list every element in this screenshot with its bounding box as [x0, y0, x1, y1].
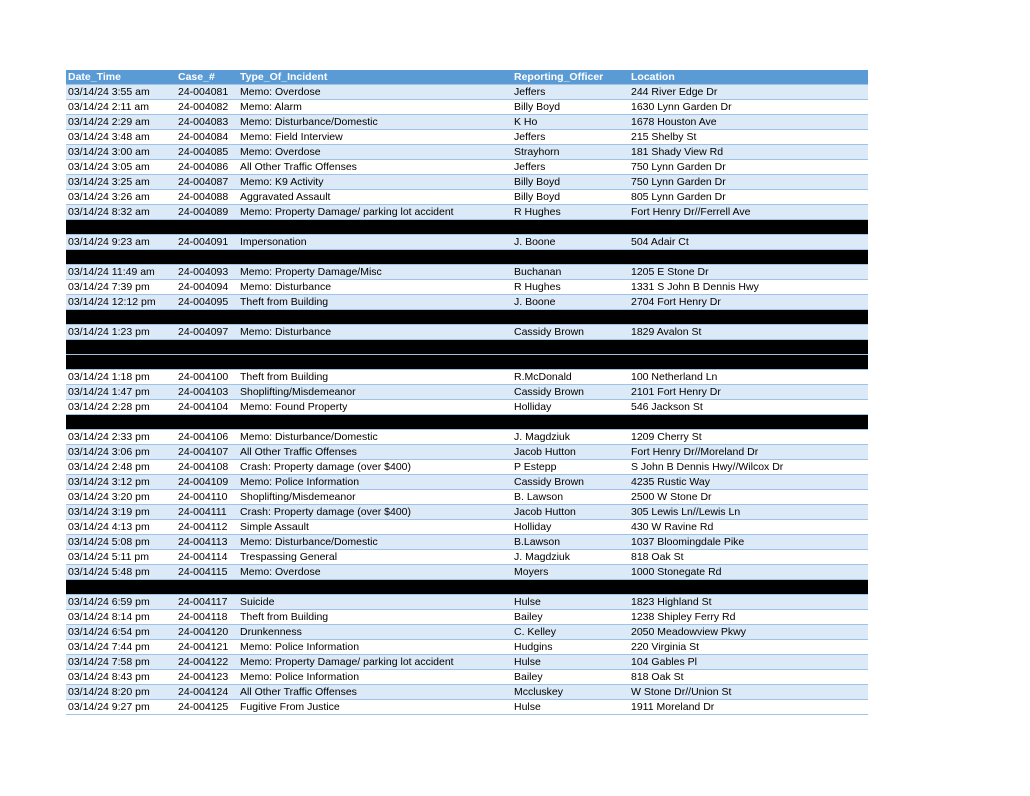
cell-type-of-incident: Fugitive From Justice	[238, 700, 512, 715]
cell-location: 215 Shelby St	[629, 130, 868, 145]
cell-reporting-officer: Billy Boyd	[512, 175, 629, 190]
cell-location: 1037 Bloomingdale Pike	[629, 535, 868, 550]
redacted-cell	[238, 415, 512, 430]
table-row	[66, 475, 868, 490]
cell-reporting-officer: Mccluskey	[512, 685, 629, 700]
table-body	[66, 85, 868, 715]
redacted-cell	[629, 340, 868, 355]
header-reporting-officer: Reporting_Officer	[512, 70, 629, 85]
cell-location: 504 Adair Ct	[629, 235, 868, 250]
cell-type-of-incident: Memo: Police Information	[238, 475, 512, 490]
cell-case-number: 24-004091	[176, 235, 238, 250]
cell-case-number: 24-004087	[176, 175, 238, 190]
redacted-cell	[66, 310, 176, 325]
cell-date-time: 03/14/24 8:32 am	[66, 205, 176, 220]
cell-reporting-officer: Buchanan	[512, 265, 629, 280]
cell-date-time: 03/14/24 3:26 am	[66, 190, 176, 205]
cell-case-number: 24-004109	[176, 475, 238, 490]
cell-type-of-incident: Impersonation	[238, 235, 512, 250]
redacted-row	[66, 355, 868, 370]
cell-date-time: 03/14/24 6:59 pm	[66, 595, 176, 610]
table-row	[66, 160, 868, 175]
cell-case-number: 24-004104	[176, 400, 238, 415]
cell-date-time: 03/14/24 12:12 pm	[66, 295, 176, 310]
cell-date-time: 03/14/24 1:47 pm	[66, 385, 176, 400]
table-row	[66, 535, 868, 550]
cell-case-number: 24-004125	[176, 700, 238, 715]
cell-type-of-incident: Memo: Overdose	[238, 145, 512, 160]
cell-date-time: 03/14/24 8:43 pm	[66, 670, 176, 685]
cell-type-of-incident: Memo: Overdose	[238, 565, 512, 580]
cell-date-time: 03/14/24 9:27 pm	[66, 700, 176, 715]
table-row	[66, 370, 868, 385]
table-row	[66, 550, 868, 565]
cell-reporting-officer: Cassidy Brown	[512, 325, 629, 340]
cell-date-time: 03/14/24 2:28 pm	[66, 400, 176, 415]
table-row	[66, 445, 868, 460]
cell-reporting-officer: Hulse	[512, 595, 629, 610]
redacted-row	[66, 340, 868, 355]
table-row	[66, 505, 868, 520]
table-row	[66, 205, 868, 220]
cell-location: 1823 Highland St	[629, 595, 868, 610]
cell-case-number: 24-004107	[176, 445, 238, 460]
table-row	[66, 400, 868, 415]
table-row	[66, 625, 868, 640]
cell-case-number: 24-004111	[176, 505, 238, 520]
cell-case-number: 24-004121	[176, 640, 238, 655]
cell-date-time: 03/14/24 4:13 pm	[66, 520, 176, 535]
cell-date-time: 03/14/24 3:05 am	[66, 160, 176, 175]
cell-case-number: 24-004094	[176, 280, 238, 295]
cell-date-time: 03/14/24 8:20 pm	[66, 685, 176, 700]
table-row	[66, 235, 868, 250]
cell-date-time: 03/14/24 5:48 pm	[66, 565, 176, 580]
cell-date-time: 03/14/24 3:55 am	[66, 85, 176, 100]
cell-reporting-officer: Hudgins	[512, 640, 629, 655]
cell-type-of-incident: Memo: Property Damage/ parking lot accident	[238, 205, 512, 220]
cell-type-of-incident: Memo: K9 Activity	[238, 175, 512, 190]
cell-case-number: 24-004093	[176, 265, 238, 280]
cell-case-number: 24-004083	[176, 115, 238, 130]
cell-case-number: 24-004117	[176, 595, 238, 610]
cell-date-time: 03/14/24 9:23 am	[66, 235, 176, 250]
cell-type-of-incident: Memo: Disturbance	[238, 280, 512, 295]
cell-location: 1209 Cherry St	[629, 430, 868, 445]
cell-location: 305 Lewis Ln//Lewis Ln	[629, 505, 868, 520]
redacted-cell	[629, 250, 868, 265]
cell-case-number: 24-004122	[176, 655, 238, 670]
cell-reporting-officer: Bailey	[512, 610, 629, 625]
cell-reporting-officer: B.Lawson	[512, 535, 629, 550]
redacted-cell	[66, 340, 176, 355]
cell-type-of-incident: Drunkenness	[238, 625, 512, 640]
cell-reporting-officer: R Hughes	[512, 205, 629, 220]
cell-date-time: 03/14/24 2:11 am	[66, 100, 176, 115]
cell-type-of-incident: Trespassing General	[238, 550, 512, 565]
cell-reporting-officer: Strayhorn	[512, 145, 629, 160]
redacted-cell	[512, 220, 629, 235]
redacted-row	[66, 310, 868, 325]
header-date-time: Date_Time	[66, 70, 176, 85]
cell-reporting-officer: C. Kelley	[512, 625, 629, 640]
cell-type-of-incident: Crash: Property damage (over $400)	[238, 505, 512, 520]
table-row	[66, 130, 868, 145]
redacted-cell	[512, 580, 629, 595]
redacted-cell	[176, 415, 238, 430]
cell-location: 1678 Houston Ave	[629, 115, 868, 130]
cell-date-time: 03/14/24 7:39 pm	[66, 280, 176, 295]
cell-case-number: 24-004081	[176, 85, 238, 100]
redacted-cell	[176, 250, 238, 265]
table-row	[66, 460, 868, 475]
cell-reporting-officer: Jeffers	[512, 130, 629, 145]
cell-date-time: 03/14/24 2:33 pm	[66, 430, 176, 445]
cell-date-time: 03/14/24 3:00 am	[66, 145, 176, 160]
cell-date-time: 03/14/24 3:25 am	[66, 175, 176, 190]
table-row	[66, 295, 868, 310]
cell-location: Fort Henry Dr//Moreland Dr	[629, 445, 868, 460]
cell-type-of-incident: Memo: Property Damage/Misc	[238, 265, 512, 280]
cell-date-time: 03/14/24 7:44 pm	[66, 640, 176, 655]
table-row	[66, 700, 868, 715]
header-type-of-incident: Type_Of_Incident	[238, 70, 512, 85]
cell-date-time: 03/14/24 11:49 am	[66, 265, 176, 280]
table-row	[66, 325, 868, 340]
cell-type-of-incident: Shoplifting/Misdemeanor	[238, 385, 512, 400]
cell-type-of-incident: Memo: Police Information	[238, 670, 512, 685]
cell-reporting-officer: Jeffers	[512, 160, 629, 175]
cell-case-number: 24-004110	[176, 490, 238, 505]
cell-type-of-incident: Crash: Property damage (over $400)	[238, 460, 512, 475]
table-row	[66, 100, 868, 115]
redacted-cell	[238, 355, 512, 370]
cell-location: 104 Gables Pl	[629, 655, 868, 670]
header-row	[66, 70, 868, 85]
redacted-cell	[629, 310, 868, 325]
redacted-cell	[629, 355, 868, 370]
cell-reporting-officer: Hulse	[512, 655, 629, 670]
incident-table	[66, 70, 868, 715]
redacted-cell	[512, 340, 629, 355]
cell-location: 181 Shady View Rd	[629, 145, 868, 160]
cell-location: 818 Oak St	[629, 670, 868, 685]
cell-date-time: 03/14/24 6:54 pm	[66, 625, 176, 640]
table-row	[66, 595, 868, 610]
cell-date-time: 03/14/24 3:12 pm	[66, 475, 176, 490]
redacted-cell	[66, 220, 176, 235]
cell-reporting-officer: Hulse	[512, 700, 629, 715]
cell-type-of-incident: All Other Traffic Offenses	[238, 685, 512, 700]
cell-reporting-officer: Jacob Hutton	[512, 445, 629, 460]
redacted-row	[66, 220, 868, 235]
cell-type-of-incident: Shoplifting/Misdemeanor	[238, 490, 512, 505]
cell-case-number: 24-004108	[176, 460, 238, 475]
cell-type-of-incident: Theft from Building	[238, 295, 512, 310]
cell-reporting-officer: J. Boone	[512, 295, 629, 310]
cell-location: 1238 Shipley Ferry Rd	[629, 610, 868, 625]
redacted-cell	[512, 415, 629, 430]
cell-type-of-incident: Memo: Property Damage/ parking lot accident	[238, 655, 512, 670]
redacted-cell	[629, 415, 868, 430]
table-row	[66, 685, 868, 700]
cell-type-of-incident: Theft from Building	[238, 610, 512, 625]
cell-case-number: 24-004124	[176, 685, 238, 700]
cell-case-number: 24-004106	[176, 430, 238, 445]
redacted-cell	[66, 580, 176, 595]
cell-date-time: 03/14/24 3:48 am	[66, 130, 176, 145]
redacted-cell	[629, 220, 868, 235]
cell-location: 2704 Fort Henry Dr	[629, 295, 868, 310]
cell-date-time: 03/14/24 2:48 pm	[66, 460, 176, 475]
table-row	[66, 385, 868, 400]
cell-location: 1911 Moreland Dr	[629, 700, 868, 715]
cell-type-of-incident: Memo: Disturbance	[238, 325, 512, 340]
redacted-row	[66, 580, 868, 595]
cell-case-number: 24-004097	[176, 325, 238, 340]
cell-reporting-officer: B. Lawson	[512, 490, 629, 505]
cell-date-time: 03/14/24 3:06 pm	[66, 445, 176, 460]
redacted-cell	[512, 250, 629, 265]
cell-reporting-officer: Holliday	[512, 520, 629, 535]
cell-type-of-incident: Memo: Alarm	[238, 100, 512, 115]
cell-location: Fort Henry Dr//Ferrell Ave	[629, 205, 868, 220]
cell-date-time: 03/14/24 3:19 pm	[66, 505, 176, 520]
cell-reporting-officer: J. Magdziuk	[512, 430, 629, 445]
incident-log-sheet	[66, 70, 868, 715]
cell-case-number: 24-004086	[176, 160, 238, 175]
cell-reporting-officer: Billy Boyd	[512, 100, 629, 115]
redacted-cell	[176, 310, 238, 325]
cell-type-of-incident: Aggravated Assault	[238, 190, 512, 205]
cell-location: 2050 Meadowview Pkwy	[629, 625, 868, 640]
redacted-cell	[66, 415, 176, 430]
redacted-cell	[66, 250, 176, 265]
cell-reporting-officer: R Hughes	[512, 280, 629, 295]
cell-date-time: 03/14/24 8:14 pm	[66, 610, 176, 625]
redacted-cell	[176, 340, 238, 355]
table-row	[66, 640, 868, 655]
cell-type-of-incident: Memo: Police Information	[238, 640, 512, 655]
cell-date-time: 03/14/24 3:20 pm	[66, 490, 176, 505]
cell-type-of-incident: Suicide	[238, 595, 512, 610]
redacted-row	[66, 250, 868, 265]
cell-location: 4235 Rustic Way	[629, 475, 868, 490]
table-row	[66, 565, 868, 580]
cell-date-time: 03/14/24 5:08 pm	[66, 535, 176, 550]
cell-type-of-incident: Memo: Field Interview	[238, 130, 512, 145]
cell-case-number: 24-004123	[176, 670, 238, 685]
cell-location: 244 River Edge Dr	[629, 85, 868, 100]
cell-case-number: 24-004089	[176, 205, 238, 220]
cell-reporting-officer: Billy Boyd	[512, 190, 629, 205]
cell-reporting-officer: Bailey	[512, 670, 629, 685]
header-case-number: Case_#	[176, 70, 238, 85]
cell-location: S John B Dennis Hwy//Wilcox Dr	[629, 460, 868, 475]
cell-reporting-officer: R.McDonald	[512, 370, 629, 385]
cell-location: 1331 S John B Dennis Hwy	[629, 280, 868, 295]
cell-location: 750 Lynn Garden Dr	[629, 160, 868, 175]
redacted-cell	[238, 340, 512, 355]
cell-location: 100 Netherland Ln	[629, 370, 868, 385]
cell-location: 430 W Ravine Rd	[629, 520, 868, 535]
table-row	[66, 655, 868, 670]
table-row	[66, 610, 868, 625]
cell-type-of-incident: Memo: Disturbance/Domestic	[238, 535, 512, 550]
cell-case-number: 24-004103	[176, 385, 238, 400]
redacted-cell	[176, 220, 238, 235]
cell-reporting-officer: J. Boone	[512, 235, 629, 250]
cell-type-of-incident: Simple Assault	[238, 520, 512, 535]
redacted-cell	[512, 310, 629, 325]
table-row	[66, 280, 868, 295]
redacted-cell	[238, 250, 512, 265]
cell-date-time: 03/14/24 5:11 pm	[66, 550, 176, 565]
cell-case-number: 24-004115	[176, 565, 238, 580]
cell-location: 1630 Lynn Garden Dr	[629, 100, 868, 115]
cell-reporting-officer: Moyers	[512, 565, 629, 580]
cell-location: 546 Jackson St	[629, 400, 868, 415]
cell-case-number: 24-004118	[176, 610, 238, 625]
cell-case-number: 24-004113	[176, 535, 238, 550]
redacted-cell	[66, 355, 176, 370]
cell-date-time: 03/14/24 1:18 pm	[66, 370, 176, 385]
cell-date-time: 03/14/24 1:23 pm	[66, 325, 176, 340]
cell-case-number: 24-004112	[176, 520, 238, 535]
cell-case-number: 24-004088	[176, 190, 238, 205]
cell-location: 1205 E Stone Dr	[629, 265, 868, 280]
cell-location: 1829 Avalon St	[629, 325, 868, 340]
cell-location: 220 Virginia St	[629, 640, 868, 655]
cell-reporting-officer: K Ho	[512, 115, 629, 130]
table-row	[66, 265, 868, 280]
cell-reporting-officer: Holliday	[512, 400, 629, 415]
header-location: Location	[629, 70, 868, 85]
redacted-cell	[238, 310, 512, 325]
cell-date-time: 03/14/24 7:58 pm	[66, 655, 176, 670]
cell-reporting-officer: P Estepp	[512, 460, 629, 475]
table-row	[66, 175, 868, 190]
cell-case-number: 24-004084	[176, 130, 238, 145]
cell-case-number: 24-004095	[176, 295, 238, 310]
cell-reporting-officer: Jeffers	[512, 85, 629, 100]
cell-location: 750 Lynn Garden Dr	[629, 175, 868, 190]
redacted-cell	[176, 355, 238, 370]
cell-reporting-officer: Cassidy Brown	[512, 385, 629, 400]
cell-location: 805 Lynn Garden Dr	[629, 190, 868, 205]
cell-case-number: 24-004085	[176, 145, 238, 160]
redacted-cell	[238, 580, 512, 595]
cell-type-of-incident: Theft from Building	[238, 370, 512, 385]
table-row	[66, 115, 868, 130]
redacted-cell	[512, 355, 629, 370]
table-row	[66, 85, 868, 100]
table-row	[66, 430, 868, 445]
cell-reporting-officer: Jacob Hutton	[512, 505, 629, 520]
cell-location: W Stone Dr//Union St	[629, 685, 868, 700]
table-row	[66, 490, 868, 505]
redacted-row	[66, 415, 868, 430]
redacted-cell	[629, 580, 868, 595]
cell-location: 2101 Fort Henry Dr	[629, 385, 868, 400]
cell-type-of-incident: All Other Traffic Offenses	[238, 160, 512, 175]
table-row	[66, 145, 868, 160]
table-row	[66, 190, 868, 205]
redacted-cell	[176, 580, 238, 595]
cell-type-of-incident: All Other Traffic Offenses	[238, 445, 512, 460]
cell-reporting-officer: J. Magdziuk	[512, 550, 629, 565]
table-row	[66, 520, 868, 535]
cell-type-of-incident: Memo: Disturbance/Domestic	[238, 115, 512, 130]
cell-case-number: 24-004082	[176, 100, 238, 115]
cell-type-of-incident: Memo: Disturbance/Domestic	[238, 430, 512, 445]
cell-case-number: 24-004114	[176, 550, 238, 565]
table-row	[66, 670, 868, 685]
cell-location: 1000 Stonegate Rd	[629, 565, 868, 580]
cell-case-number: 24-004120	[176, 625, 238, 640]
cell-location: 2500 W Stone Dr	[629, 490, 868, 505]
cell-type-of-incident: Memo: Overdose	[238, 85, 512, 100]
cell-reporting-officer: Cassidy Brown	[512, 475, 629, 490]
cell-case-number: 24-004100	[176, 370, 238, 385]
cell-location: 818 Oak St	[629, 550, 868, 565]
cell-type-of-incident: Memo: Found Property	[238, 400, 512, 415]
cell-date-time: 03/14/24 2:29 am	[66, 115, 176, 130]
redacted-cell	[238, 220, 512, 235]
